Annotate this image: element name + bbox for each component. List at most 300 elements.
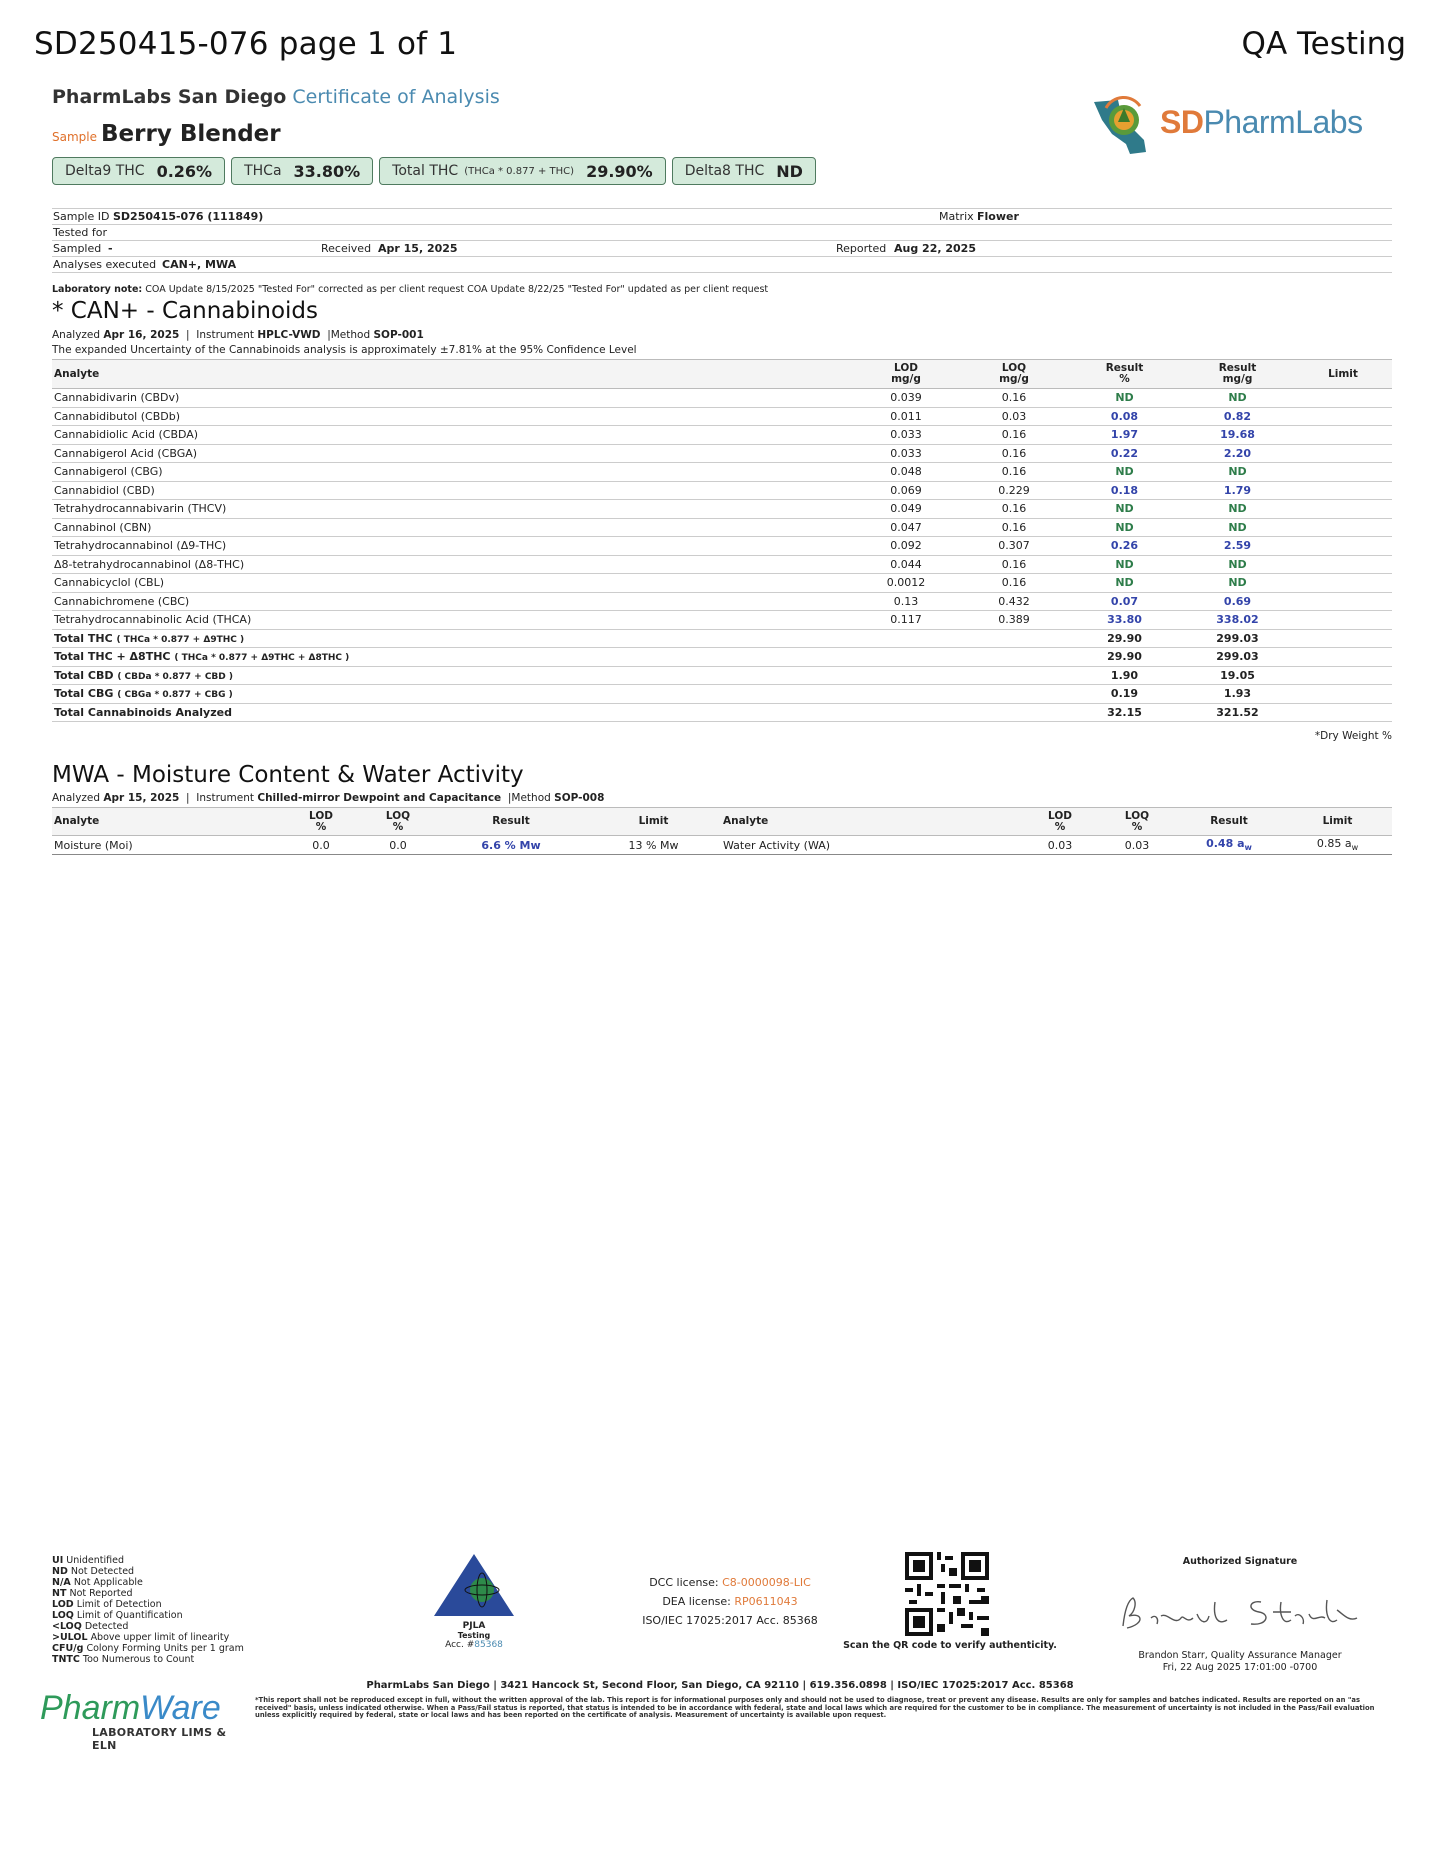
lod-value <box>852 703 960 722</box>
dry-weight-note: *Dry Weight % <box>1314 730 1392 742</box>
col-result-unit: mg/g <box>1222 373 1253 385</box>
limit-value <box>1294 648 1392 667</box>
analyte-name: Cannabichromene (CBC) <box>52 592 852 611</box>
legend-text: Colony Forming Units per 1 gram <box>86 1643 244 1654</box>
signer-info <box>1110 1650 1370 1674</box>
lod-value: 0.039 <box>852 389 960 408</box>
analyzed-date: Apr 15, 2025 <box>103 792 180 804</box>
result-mg: ND <box>1181 389 1294 408</box>
mwa-meta: Analyzed Apr 15, 2025 | Instrument Chilled-mirror Dewpoint and Capacitance |Method SOP-008 <box>52 792 605 804</box>
loq-value: 0.16 <box>960 389 1068 408</box>
badge-label: THCa <box>244 163 282 179</box>
table-row <box>52 389 1392 408</box>
loq-value <box>960 629 1068 648</box>
tested-for-label: Tested for <box>53 226 108 239</box>
result-pct: 0.19 <box>1068 685 1181 704</box>
lab-name: PharmLabs San Diego <box>52 86 287 108</box>
legend-item <box>52 1599 244 1610</box>
legend-item <box>52 1577 244 1588</box>
table-row <box>52 836 1392 855</box>
col-result-label: Result <box>1105 362 1144 374</box>
limit-value <box>1294 574 1392 593</box>
result-mg: 1.93 <box>1181 685 1294 704</box>
legend-abbr: N/A <box>52 1577 71 1588</box>
total-row <box>52 629 1392 648</box>
result-pct: ND <box>1068 518 1181 537</box>
limit-value <box>1294 407 1392 426</box>
limit-value <box>1294 685 1392 704</box>
lod-value: 0.033 <box>852 444 960 463</box>
result-mg: 0.82 <box>1181 407 1294 426</box>
pjla-name: PJLA <box>462 1621 486 1631</box>
limit-value <box>1294 389 1392 408</box>
analyte-name: Cannabinol (CBN) <box>52 518 852 537</box>
legend-abbr: TNTC <box>52 1654 80 1665</box>
instrument-value: HPLC-VWD <box>257 329 321 341</box>
lod-value: 0.044 <box>852 555 960 574</box>
reported-label: Reported <box>836 242 887 255</box>
limit-value <box>1294 592 1392 611</box>
analyses-value: CAN+, MWA <box>162 258 237 271</box>
limit-value <box>1294 500 1392 519</box>
table-row <box>52 481 1392 500</box>
legend-abbr: <LOQ <box>52 1621 82 1632</box>
limit-value <box>1294 629 1392 648</box>
disclaimer: *This report shall not be reproduced except in full, without the written approval of the lab. This report is for informational purposes only and should not be used to diagnose, treat or prevent any disease. Results are only for samples and batches indicated. Results are reported on an "as received" basis, unless indicated otherwise. When a Pass/Fail status is reported, that status is intended to be in accordance with federal, state and local laws which are required for the customer to be in compliance. The measurement of uncertainty is not included in the Pass/Fail evaluation unless explicitly required by federal, state or local laws and has been reported on the certificate of analysis. Measurement of uncertainty is available upon request. <box>255 1696 1375 1719</box>
result-pct: ND <box>1068 463 1181 482</box>
result-pct: 29.90 <box>1068 629 1181 648</box>
qr-code-icon[interactable] <box>905 1552 989 1636</box>
col-loq <box>960 360 1068 389</box>
pjla-acc <box>426 1640 522 1650</box>
legend-item <box>52 1621 244 1632</box>
analyte-name: Cannabicyclol (CBL) <box>52 574 852 593</box>
sampled-label: Sampled <box>53 242 102 255</box>
result-mg: 2.20 <box>1181 444 1294 463</box>
loq-value: 0.307 <box>960 537 1068 556</box>
col-lod-unit: % <box>315 820 327 833</box>
limit-value <box>1294 463 1392 482</box>
lod-value: 0.13 <box>852 592 960 611</box>
info-row <box>52 208 1392 224</box>
instrument-value: Chilled-mirror Dewpoint and Capacitance <box>257 792 502 804</box>
result-mg: 19.05 <box>1181 666 1294 685</box>
analyte-name: Tetrahydrocannabivarin (THCV) <box>52 500 852 519</box>
analyte-name: Cannabidiol (CBD) <box>52 481 852 500</box>
dea-label: DEA license: <box>662 1595 731 1608</box>
legend-abbr: CFU/g <box>52 1643 84 1654</box>
pharmware-logo <box>40 1690 230 1750</box>
col-result-label: Result <box>1218 362 1257 374</box>
col-result-pct <box>1068 360 1181 389</box>
mwa-title: MWA - Moisture Content & Water Activity <box>52 762 524 788</box>
limit-value <box>1294 537 1392 556</box>
logo-sd: SD <box>1160 104 1204 140</box>
analyte-name: Cannabigerol (CBG) <box>52 463 852 482</box>
col-lod <box>852 360 960 389</box>
total-name: Total CBD <box>54 668 114 682</box>
total-name: Total THC <box>54 631 113 645</box>
legend-abbr: NT <box>52 1588 67 1599</box>
abbreviation-legend <box>52 1555 244 1665</box>
table-row <box>52 500 1392 519</box>
result-pct: 29.90 <box>1068 648 1181 667</box>
col-loq-unit: % <box>1131 820 1143 833</box>
info-row <box>52 240 1392 256</box>
matrix-value: Flower <box>977 210 1019 223</box>
col-analyte: Analyte <box>52 808 282 836</box>
table-row <box>52 537 1392 556</box>
col-lod <box>1021 808 1099 836</box>
lod-value <box>852 629 960 648</box>
loq-value: 0.16 <box>960 518 1068 537</box>
result-pct: 0.18 <box>1068 481 1181 500</box>
method-value: SOP-008 <box>554 792 605 804</box>
col-lod-label: LOD <box>1048 809 1072 822</box>
analyte-name: Cannabidivarin (CBDv) <box>52 389 852 408</box>
table-row <box>52 407 1392 426</box>
loq-value: 0.16 <box>960 426 1068 445</box>
loq-value: 0.16 <box>960 574 1068 593</box>
col-limit: Limit <box>1283 808 1392 836</box>
total-formula: ( THCa * 0.877 + Δ9THC ) <box>116 634 245 645</box>
table-header <box>52 360 1392 389</box>
col-loq-label: LOQ <box>385 809 411 822</box>
col-analyte: Analyte <box>52 360 852 389</box>
legend-text: Unidentified <box>66 1555 125 1566</box>
analyte-name: Tetrahydrocannabinol (Δ9-THC) <box>52 537 852 556</box>
result-mg: ND <box>1181 574 1294 593</box>
iso-accreditation: ISO/IEC 17025:2017 Acc. 85368 <box>642 1614 818 1627</box>
legend-abbr: UI <box>52 1555 64 1566</box>
analyses-label: Analyses executed <box>53 258 157 271</box>
result-subscript: w <box>1244 843 1252 853</box>
sample-info <box>52 208 1392 273</box>
result-pct: 0.07 <box>1068 592 1181 611</box>
analyzed-label: Analyzed <box>52 329 101 341</box>
logo-text <box>1160 104 1363 141</box>
legend-item <box>52 1610 244 1621</box>
total-row <box>52 703 1392 722</box>
table-row <box>52 611 1392 630</box>
cannabinoids-meta: Analyzed Apr 16, 2025 | Instrument HPLC-VWD |Method SOP-001 <box>52 329 424 341</box>
total-row <box>52 685 1392 704</box>
result-mg: 338.02 <box>1181 611 1294 630</box>
lod-value: 0.011 <box>852 407 960 426</box>
reported-value: Aug 22, 2025 <box>894 242 976 255</box>
analyte-name: Cannabigerol Acid (CBGA) <box>52 444 852 463</box>
signed-date: Fri, 22 Aug 2025 17:01:00 -0700 <box>1162 1662 1318 1673</box>
total-formula: ( CBGa * 0.877 + CBG ) <box>117 690 233 701</box>
analyte-name: Δ8-tetrahydrocannabinol (Δ8-THC) <box>52 555 852 574</box>
limit-value <box>1294 444 1392 463</box>
legend-text: Detected <box>84 1621 129 1632</box>
limit-value <box>1294 611 1392 630</box>
result-text: 0.48 a <box>1206 837 1245 851</box>
loq-value: 0.16 <box>960 444 1068 463</box>
legend-text: Not Detected <box>70 1566 135 1577</box>
signature-label: Authorized Signature <box>1182 1556 1298 1567</box>
pjla-accreditation <box>426 1552 522 1650</box>
lod-value: 0.049 <box>852 500 960 519</box>
result-value <box>1175 836 1283 855</box>
total-row <box>52 648 1392 667</box>
legend-abbr: ND <box>52 1566 68 1577</box>
method-value: SOP-001 <box>373 329 424 341</box>
limit-value <box>1294 666 1392 685</box>
licenses <box>610 1573 850 1630</box>
legend-text: Not Applicable <box>73 1577 143 1588</box>
sample-id-label: Sample ID <box>53 210 110 223</box>
col-result-mg <box>1181 360 1294 389</box>
dea-number: RP0611043 <box>734 1595 798 1608</box>
legend-item <box>52 1555 244 1566</box>
loq-value: 0.229 <box>960 481 1068 500</box>
sample-line <box>52 121 281 147</box>
info-row <box>52 256 1392 273</box>
pjla-acc-number: 85368 <box>474 1640 503 1650</box>
sampled-value: - <box>108 242 113 255</box>
handwritten-signature <box>1115 1588 1365 1638</box>
mwa-table <box>52 807 1392 855</box>
loq-value: 0.16 <box>960 555 1068 574</box>
analyte-name: Cannabidibutol (CBDb) <box>52 407 852 426</box>
limit-value <box>1283 836 1392 855</box>
pharmware-tagline: LABORATORY LIMS & ELN <box>92 1726 227 1752</box>
badge-formula: (THCa * 0.877 + THC) <box>464 165 575 177</box>
badge-value: 0.26% <box>156 161 213 181</box>
lod-value: 0.048 <box>852 463 960 482</box>
col-loq-unit: mg/g <box>999 373 1029 385</box>
badge-label: Delta8 THC <box>684 163 765 179</box>
loq-value <box>960 703 1068 722</box>
total-name: Total THC + Δ8THC <box>54 650 171 664</box>
badge-delta9 <box>52 157 225 185</box>
limit-value: 13 % Mw <box>586 836 721 855</box>
col-lod-unit: % <box>1054 820 1066 833</box>
dea-license <box>610 1592 850 1611</box>
lab-note-text: COA Update 8/15/2025 "Tested For" corrected as per client request COA Update 8/22/25 "Tested For" updated as per client request <box>145 284 769 295</box>
uncertainty-note: The expanded Uncertainty of the Cannabinoids analysis is approximately ±7.81% at the 95% Confidence Level <box>52 344 637 356</box>
limit-value <box>1294 426 1392 445</box>
result-mg: 0.69 <box>1181 592 1294 611</box>
result-mg: 299.03 <box>1181 648 1294 667</box>
loq-value: 0.0 <box>360 836 436 855</box>
lab-title <box>52 86 500 108</box>
total-formula: ( CBDa * 0.877 + CBD ) <box>117 671 233 682</box>
page-header-right: QA Testing <box>1241 26 1406 62</box>
col-lod-unit: mg/g <box>891 373 921 385</box>
legend-text: Limit of Quantification <box>76 1610 183 1621</box>
summary-badges <box>52 157 816 185</box>
result-mg: ND <box>1181 500 1294 519</box>
result-pct: 0.26 <box>1068 537 1181 556</box>
received-label: Received <box>321 242 372 255</box>
result-pct: ND <box>1068 500 1181 519</box>
loq-value: 0.03 <box>960 407 1068 426</box>
matrix-label: Matrix <box>939 210 974 223</box>
analyte-name: Tetrahydrocannabinolic Acid (THCA) <box>52 611 852 630</box>
result-pct: 1.97 <box>1068 426 1181 445</box>
result-mg: ND <box>1181 463 1294 482</box>
badge-label: Total THC <box>392 163 459 179</box>
table-row <box>52 518 1392 537</box>
loq-value: 0.389 <box>960 611 1068 630</box>
dcc-number: C8-0000098-LIC <box>722 1576 811 1589</box>
legend-text: Above upper limit of linearity <box>90 1632 230 1643</box>
result-mg: 1.79 <box>1181 481 1294 500</box>
col-loq-unit: % <box>392 820 404 833</box>
lod-value <box>852 685 960 704</box>
pharmware-wordmark <box>40 1690 230 1726</box>
table-row <box>52 444 1392 463</box>
dcc-license <box>610 1573 850 1592</box>
doc-type: Certificate of Analysis <box>292 86 500 108</box>
total-row <box>52 666 1392 685</box>
method-label: Method <box>330 329 371 341</box>
instrument-label: Instrument <box>196 329 255 341</box>
table-header <box>52 808 1392 836</box>
legend-item <box>52 1588 244 1599</box>
analyte-name: Cannabidiolic Acid (CBDA) <box>52 426 852 445</box>
pjla-triangle-icon <box>432 1552 516 1618</box>
loq-value: 0.03 <box>1099 836 1175 855</box>
legend-item <box>52 1654 244 1665</box>
cannabinoids-table <box>52 359 1392 722</box>
lod-value: 0.069 <box>852 481 960 500</box>
total-label <box>52 685 852 704</box>
table-row <box>52 463 1392 482</box>
result-value: 6.6 % Mw <box>436 836 586 855</box>
badge-value: 29.90% <box>586 161 653 181</box>
legend-abbr: LOQ <box>52 1610 74 1621</box>
lod-value <box>852 666 960 685</box>
lab-note-label: Laboratory note: <box>52 284 143 295</box>
limit-value <box>1294 518 1392 537</box>
result-pct: 33.80 <box>1068 611 1181 630</box>
total-name: Total Cannabinoids Analyzed <box>54 705 232 719</box>
info-row <box>52 224 1392 240</box>
method-label: Method <box>511 792 551 804</box>
legend-text: Limit of Detection <box>76 1599 162 1610</box>
total-label <box>52 648 852 667</box>
legend-text: Too Numerous to Count <box>82 1654 195 1665</box>
total-label <box>52 703 852 722</box>
table-row <box>52 592 1392 611</box>
pjla-sub: Testing <box>457 1631 491 1640</box>
legend-abbr: >ULOL <box>52 1632 88 1643</box>
table-row <box>52 574 1392 593</box>
result-pct: 1.90 <box>1068 666 1181 685</box>
legend-item <box>52 1566 244 1577</box>
pharmware-a: Pharm <box>40 1689 141 1727</box>
result-pct: ND <box>1068 555 1181 574</box>
analyte-name: Moisture (Moi) <box>52 836 282 855</box>
lod-value: 0.033 <box>852 426 960 445</box>
legend-abbr: LOD <box>52 1599 74 1610</box>
col-lod-label: LOD <box>894 362 918 374</box>
legend-item <box>52 1643 244 1654</box>
limit-value <box>1294 481 1392 500</box>
col-limit: Limit <box>1294 360 1392 389</box>
loq-value <box>960 648 1068 667</box>
total-label <box>52 629 852 648</box>
cannabinoids-title: * CAN+ - Cannabinoids <box>52 298 319 324</box>
result-mg: 299.03 <box>1181 629 1294 648</box>
result-mg: 19.68 <box>1181 426 1294 445</box>
legend-text: Not Reported <box>69 1588 133 1599</box>
result-mg: 2.59 <box>1181 537 1294 556</box>
limit-value <box>1294 703 1392 722</box>
limit-text: 0.85 a <box>1316 837 1352 851</box>
lod-value: 0.0 <box>282 836 360 855</box>
lod-value: 0.092 <box>852 537 960 556</box>
sample-label: Sample <box>52 130 97 144</box>
instrument-label: Instrument <box>196 792 255 804</box>
loq-value <box>960 666 1068 685</box>
col-loq <box>1099 808 1175 836</box>
lod-value: 0.117 <box>852 611 960 630</box>
result-pct: ND <box>1068 389 1181 408</box>
total-name: Total CBG <box>54 687 114 701</box>
col-result: Result <box>1175 808 1283 836</box>
result-mg: 321.52 <box>1181 703 1294 722</box>
pjla-acc-label: Acc. # <box>445 1640 475 1650</box>
badge-delta8 <box>672 157 816 185</box>
limit-subscript: w <box>1351 843 1359 853</box>
analyte-name: Water Activity (WA) <box>721 836 1021 855</box>
table-row <box>52 555 1392 574</box>
col-loq <box>360 808 436 836</box>
badge-thca <box>231 157 373 185</box>
result-pct: 0.22 <box>1068 444 1181 463</box>
col-lod <box>282 808 360 836</box>
badge-value: 33.80% <box>293 161 361 181</box>
sdpharmlabs-logo <box>1088 90 1388 160</box>
loq-value: 0.432 <box>960 592 1068 611</box>
received-value: Apr 15, 2025 <box>378 242 458 255</box>
pharmware-b: Ware <box>140 1689 221 1727</box>
loq-value: 0.16 <box>960 463 1068 482</box>
result-pct: 32.15 <box>1068 703 1181 722</box>
result-pct: ND <box>1068 574 1181 593</box>
badge-value: ND <box>776 161 803 181</box>
badge-label: Delta9 THC <box>65 163 145 179</box>
total-label <box>52 666 852 685</box>
qr-caption: Scan the QR code to verify authenticity. <box>843 1640 1057 1651</box>
col-loq-label: LOQ <box>1124 809 1150 822</box>
result-mg: ND <box>1181 555 1294 574</box>
lab-note <box>52 284 768 295</box>
analyzed-date: Apr 16, 2025 <box>103 329 180 341</box>
lod-value: 0.0012 <box>852 574 960 593</box>
result-mg: ND <box>1181 518 1294 537</box>
sample-id: SD250415-076 (111849) <box>113 210 264 223</box>
limit-value <box>1294 555 1392 574</box>
loq-value <box>960 685 1068 704</box>
legend-item <box>52 1632 244 1643</box>
loq-value: 0.16 <box>960 500 1068 519</box>
total-formula: ( THCa * 0.877 + Δ9THC + Δ8THC ) <box>174 653 350 664</box>
col-result-unit: % <box>1119 373 1130 385</box>
dcc-label: DCC license: <box>649 1576 719 1589</box>
page-header-id: SD250415-076 page 1 of 1 <box>34 26 458 62</box>
col-lod-label: LOD <box>309 809 333 822</box>
table-row <box>52 426 1392 445</box>
logo-pharmlabs: PharmLabs <box>1203 104 1363 140</box>
signer-name: Brandon Starr, Quality Assurance Manager <box>1138 1650 1342 1661</box>
sample-name: Berry Blender <box>101 121 281 147</box>
